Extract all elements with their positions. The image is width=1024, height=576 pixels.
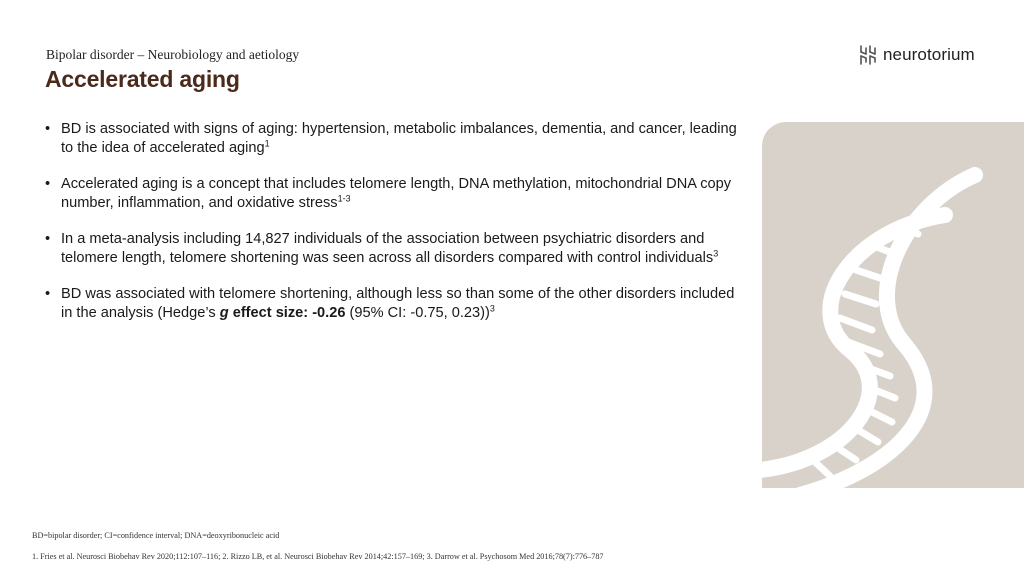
dna-helix-icon: [730, 130, 1000, 500]
bullet-marker: •: [45, 176, 51, 192]
bullet-item: [44, 285, 744, 323]
bullet-item: [44, 230, 744, 268]
bullet-text: In a meta-analysis including 14,827 individuals of the association between psychiatric disorders and telomere length, telomere shortening was seen across all disorders compared with control individuals: [61, 231, 714, 266]
bullet-text: Accelerated aging is a concept that includes telomere length, DNA methylation, mitochondrial DNA copy number, inflammation, and oxidative stress: [61, 176, 732, 211]
brand-name: neurotorium: [883, 45, 975, 64]
brand-logo: [858, 44, 975, 66]
slide-title: Accelerated aging: [45, 66, 240, 92]
citation-sup: 3: [489, 303, 495, 314]
bullet-marker: •: [45, 121, 51, 137]
references-footnote: 1. Fries et al. Neurosci Biobehav Rev 2020;112:107–116; 2. Rizzo LB, et al. Neurosci Biobehav Rev 2014;42:157–169; 3. Darrow et al. Psychosom Med 2016;78(7):776–787: [32, 552, 604, 561]
bullet-text-tail: (95% CI: -0.75, 0.23)): [345, 305, 490, 321]
bullet-text: BD was associated with telomere shortening, although less so than some of the other disorders included in the analysis (Hedge’s: [61, 286, 735, 321]
bullet-item: [44, 175, 744, 213]
citation-sup: 1-3: [337, 193, 351, 204]
statistic-symbol: g: [219, 305, 229, 321]
effect-size: effect size: -0.26: [228, 305, 346, 321]
bullet-text: BD is associated with signs of aging: hypertension, metabolic imbalances, dementia, and cancer, leading to the idea of accelerated aging: [61, 121, 737, 156]
bullet-list: [44, 120, 744, 340]
bullet-item: [44, 120, 744, 158]
bullet-marker: •: [45, 231, 51, 247]
bullet-marker: •: [45, 286, 51, 302]
neurotorium-logo-icon: [858, 44, 878, 66]
abbreviations-footnote: BD=bipolar disorder; CI=confidence interval; DNA=deoxyribonucleic acid: [32, 531, 280, 540]
citation-sup: 1: [264, 138, 270, 149]
section-label: Bipolar disorder – Neurobiology and aetiology: [46, 47, 300, 62]
citation-sup: 3: [713, 248, 719, 259]
